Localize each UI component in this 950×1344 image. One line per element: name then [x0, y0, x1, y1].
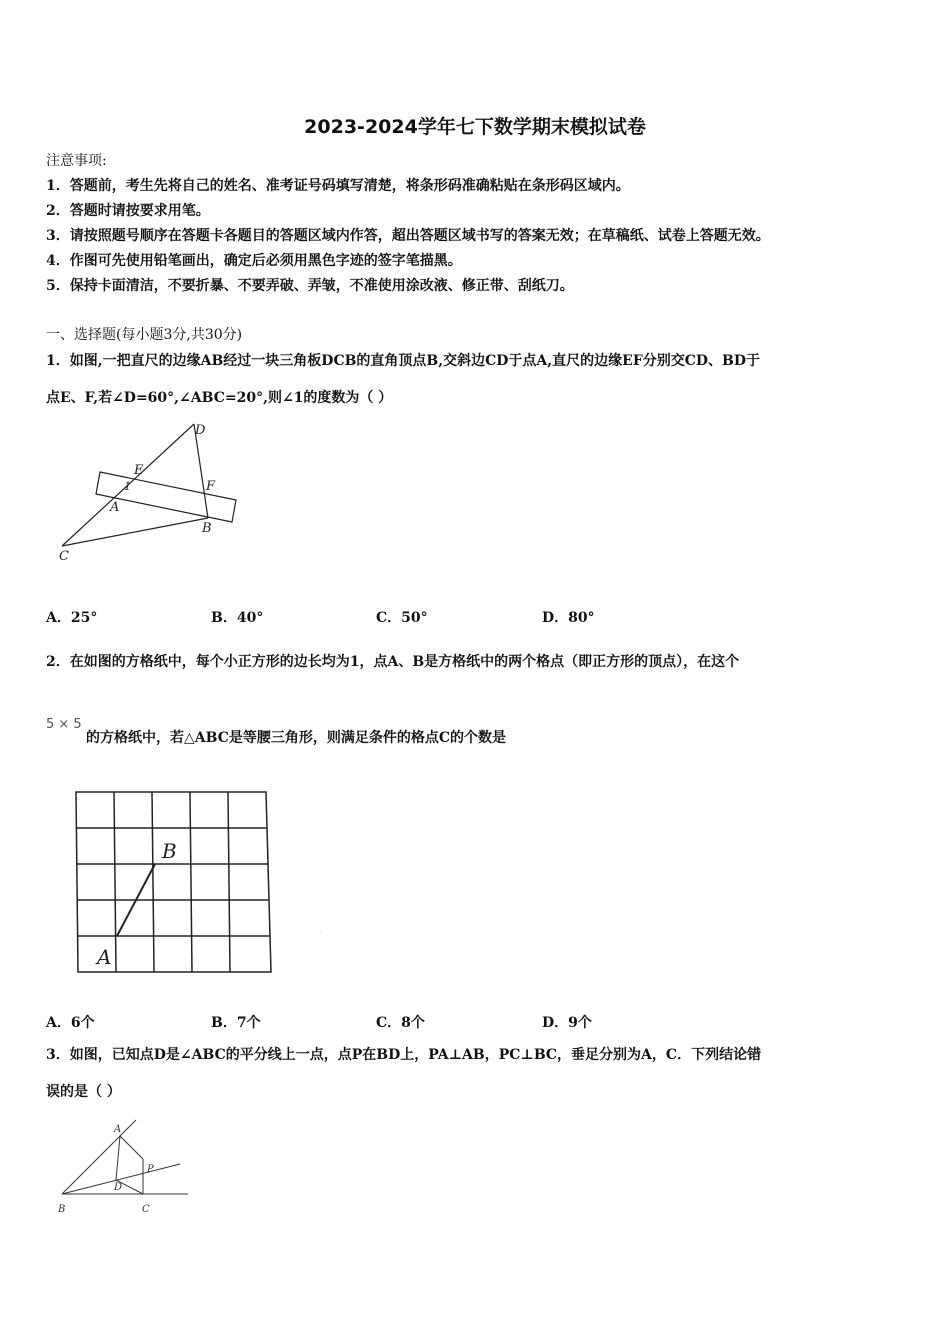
q1-option-c: C．50°	[376, 610, 428, 626]
scan-mark: ·	[320, 929, 323, 938]
label-D: D	[114, 1182, 123, 1193]
label-A: A	[97, 945, 112, 969]
q1-text-line2: 点E、F,若∠D=60°,∠ABC=20°,则∠1的度数为（ ）	[46, 390, 393, 406]
ray-BA	[62, 1120, 136, 1194]
label-P: P	[147, 1164, 154, 1175]
q3-text-line2: 误的是（ ）	[46, 1084, 121, 1100]
notes-heading: 注意事项:	[46, 153, 107, 169]
label-C: C	[142, 1204, 150, 1215]
q2-option-c: C．8个	[376, 1015, 425, 1031]
q3-figure	[50, 1114, 195, 1218]
q2-grid-size: 5 × 5	[46, 717, 82, 732]
q1-figure	[50, 418, 250, 566]
label-C: C	[59, 549, 69, 564]
label-E: E	[134, 463, 144, 478]
segment-AD	[116, 1136, 120, 1180]
page-title: 2023-2024学年七下数学期末模拟试卷	[304, 116, 646, 138]
label-B: B	[162, 839, 177, 863]
q1-option-b: B．40°	[211, 610, 264, 626]
label-B: B	[202, 521, 212, 536]
note-item: 5．保持卡面清洁，不要折暴、不要弄破、弄皱，不准使用涂改液、修正带、刮纸刀。	[46, 278, 574, 294]
q1-text-line1: 1．如图,一把直尺的边缘AB经过一块三角板DCB的直角顶点B,交斜边CD于点A,直尺的边缘EF分别交CD、BD于	[46, 353, 761, 369]
q1-option-d: D．80°	[542, 610, 595, 626]
q2-grid-figure	[70, 786, 330, 978]
note-item: 4．作图可先使用铅笔画出，确定后必须用黑色字迹的签字笔描黑。	[46, 253, 462, 269]
q3-text-line1: 3．如图，已知点D是∠ABC的平分线上一点，点P在BD上，PA⊥AB，PC⊥BC，垂足分别为A，C．下列结论错	[46, 1047, 762, 1063]
note-item: 1．答题前，考生先将自己的姓名、准考证号码填写清楚，将条形码准确粘贴在条形码区域内。	[46, 178, 630, 194]
label-F: F	[206, 479, 216, 494]
label-A: A	[114, 1124, 122, 1135]
q2-option-a: A．6个	[46, 1015, 95, 1031]
segment-CB	[62, 518, 208, 546]
label-D: D	[195, 423, 206, 438]
segment-DB	[194, 424, 208, 518]
q2-option-d: D．9个	[542, 1015, 592, 1031]
label-A: A	[110, 500, 120, 515]
label-B: B	[58, 1204, 66, 1215]
q2-text-line2: 的方格纸中，若△ABC是等腰三角形，则满足条件的格点C的个数是	[86, 730, 507, 746]
note-item: 2．答题时请按要求用笔。	[46, 203, 210, 219]
q2-text-line1: 2．在如图的方格纸中，每个小正方形的边长均为1，点A、B是方格纸中的两个格点（即正方形的顶点），在这个	[46, 654, 740, 670]
segment-AP	[120, 1136, 143, 1159]
q2-option-b: B．7个	[211, 1015, 261, 1031]
section-heading: 一、选择题(每小题3分,共30分)	[46, 327, 243, 343]
q1-option-a: A．25°	[46, 610, 98, 626]
note-item: 3．请按照题号顺序在答题卡各题目的答题区域内作答，超出答题区域书写的答案无效；在草稿纸、试卷上答题无效。	[46, 228, 770, 244]
label-1: 1	[124, 480, 131, 493]
